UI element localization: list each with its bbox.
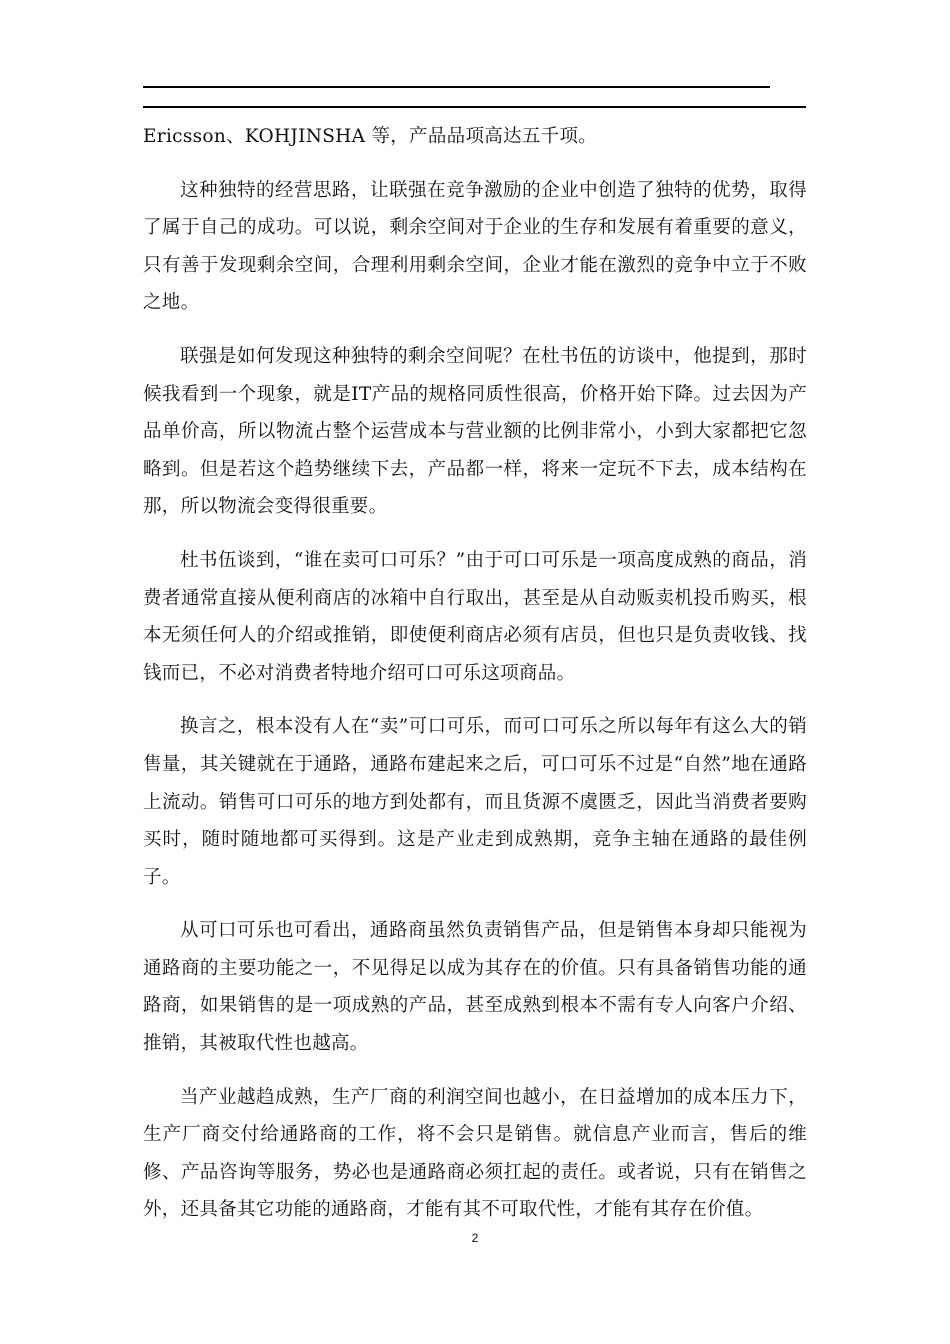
header-rule-bottom — [143, 106, 806, 108]
page-number: 2 — [471, 1231, 479, 1245]
paragraph: 联强是如何发现这种独特的剩余空间呢？在杜书伍的访谈中，他提到，那时候我看到一个现象，就是IT产品的规格同质性很高，价格开始下降。过去因为产品单价高，所以物流占整个运营成本与营业额的比例非常小，小到大家都把它忽略到。但是若这个趋势继续下去，产品都一样，将来一定玩不下去，成本结构在那，所以物流会变得很重要。 — [143, 345, 807, 518]
document-body — [143, 118, 807, 1245]
paragraph: 这种独特的经营思路，让联强在竞争激励的企业中创造了独特的优势，取得了属于自己的成功。可以说，剩余空间对于企业的生存和发展有着重要的意义，只有善于发现剩余空间，合理利用剩余空间，企业才能在激烈的竞争中立于不败之地。 — [143, 179, 807, 314]
header-rule-top — [143, 86, 770, 88]
paragraph: 当产业越趋成熟，生产厂商的利润空间也越小，在日益增加的成本压力下，生产厂商交付给通路商的工作，将不会只是销售。就信息产业而言，售后的维修、产品咨询等服务，势必也是通路商必须扛起的责任。或者说，只有在销售之外，还具备其它功能的通路商，才能有其不可取代性，才能有其存在价值。 — [143, 1086, 807, 1221]
paragraph: 换言之，根本没有人在“卖”可口可乐，而可口可乐之所以每年有这么大的销售量，其关键就在于通路，通路布建起来之后，可口可乐不过是“自然”地在通路上流动。销售可口可乐的地方到处都有，而且货源不虞匮乏，因此当消费者要购买时，随时随地都可买得到。这是产业走到成熟期，竞争主轴在通路的最佳例子。 — [143, 716, 807, 888]
paragraph-continuation: Ericsson、KOHJINSHA 等，产品品项高达五千项。 — [143, 126, 598, 147]
paragraph: 杜书伍谈到，“谁在卖可口可乐？”由于可口可乐是一项高度成熟的商品，消费者通常直接从便利商店的冰箱中自行取出，甚至是从自动贩卖机投币购买，根本无须任何人的介绍或推销，即使便利商店必须有店员，但也只是负责收钱、找钱而已，不必对消费者特地介绍可口可乐这项商品。 — [143, 549, 807, 684]
paragraph: 从可口可乐也可看出，通路商虽然负责销售产品，但是销售本身却只能视为通路商的主要功能之一，不见得足以成为其存在的价值。只有具备销售功能的通路商，如果销售的是一项成熟的产品，甚至成熟到根本不需有专人向客户介绍、推销，其被取代性也越高。 — [143, 920, 807, 1055]
